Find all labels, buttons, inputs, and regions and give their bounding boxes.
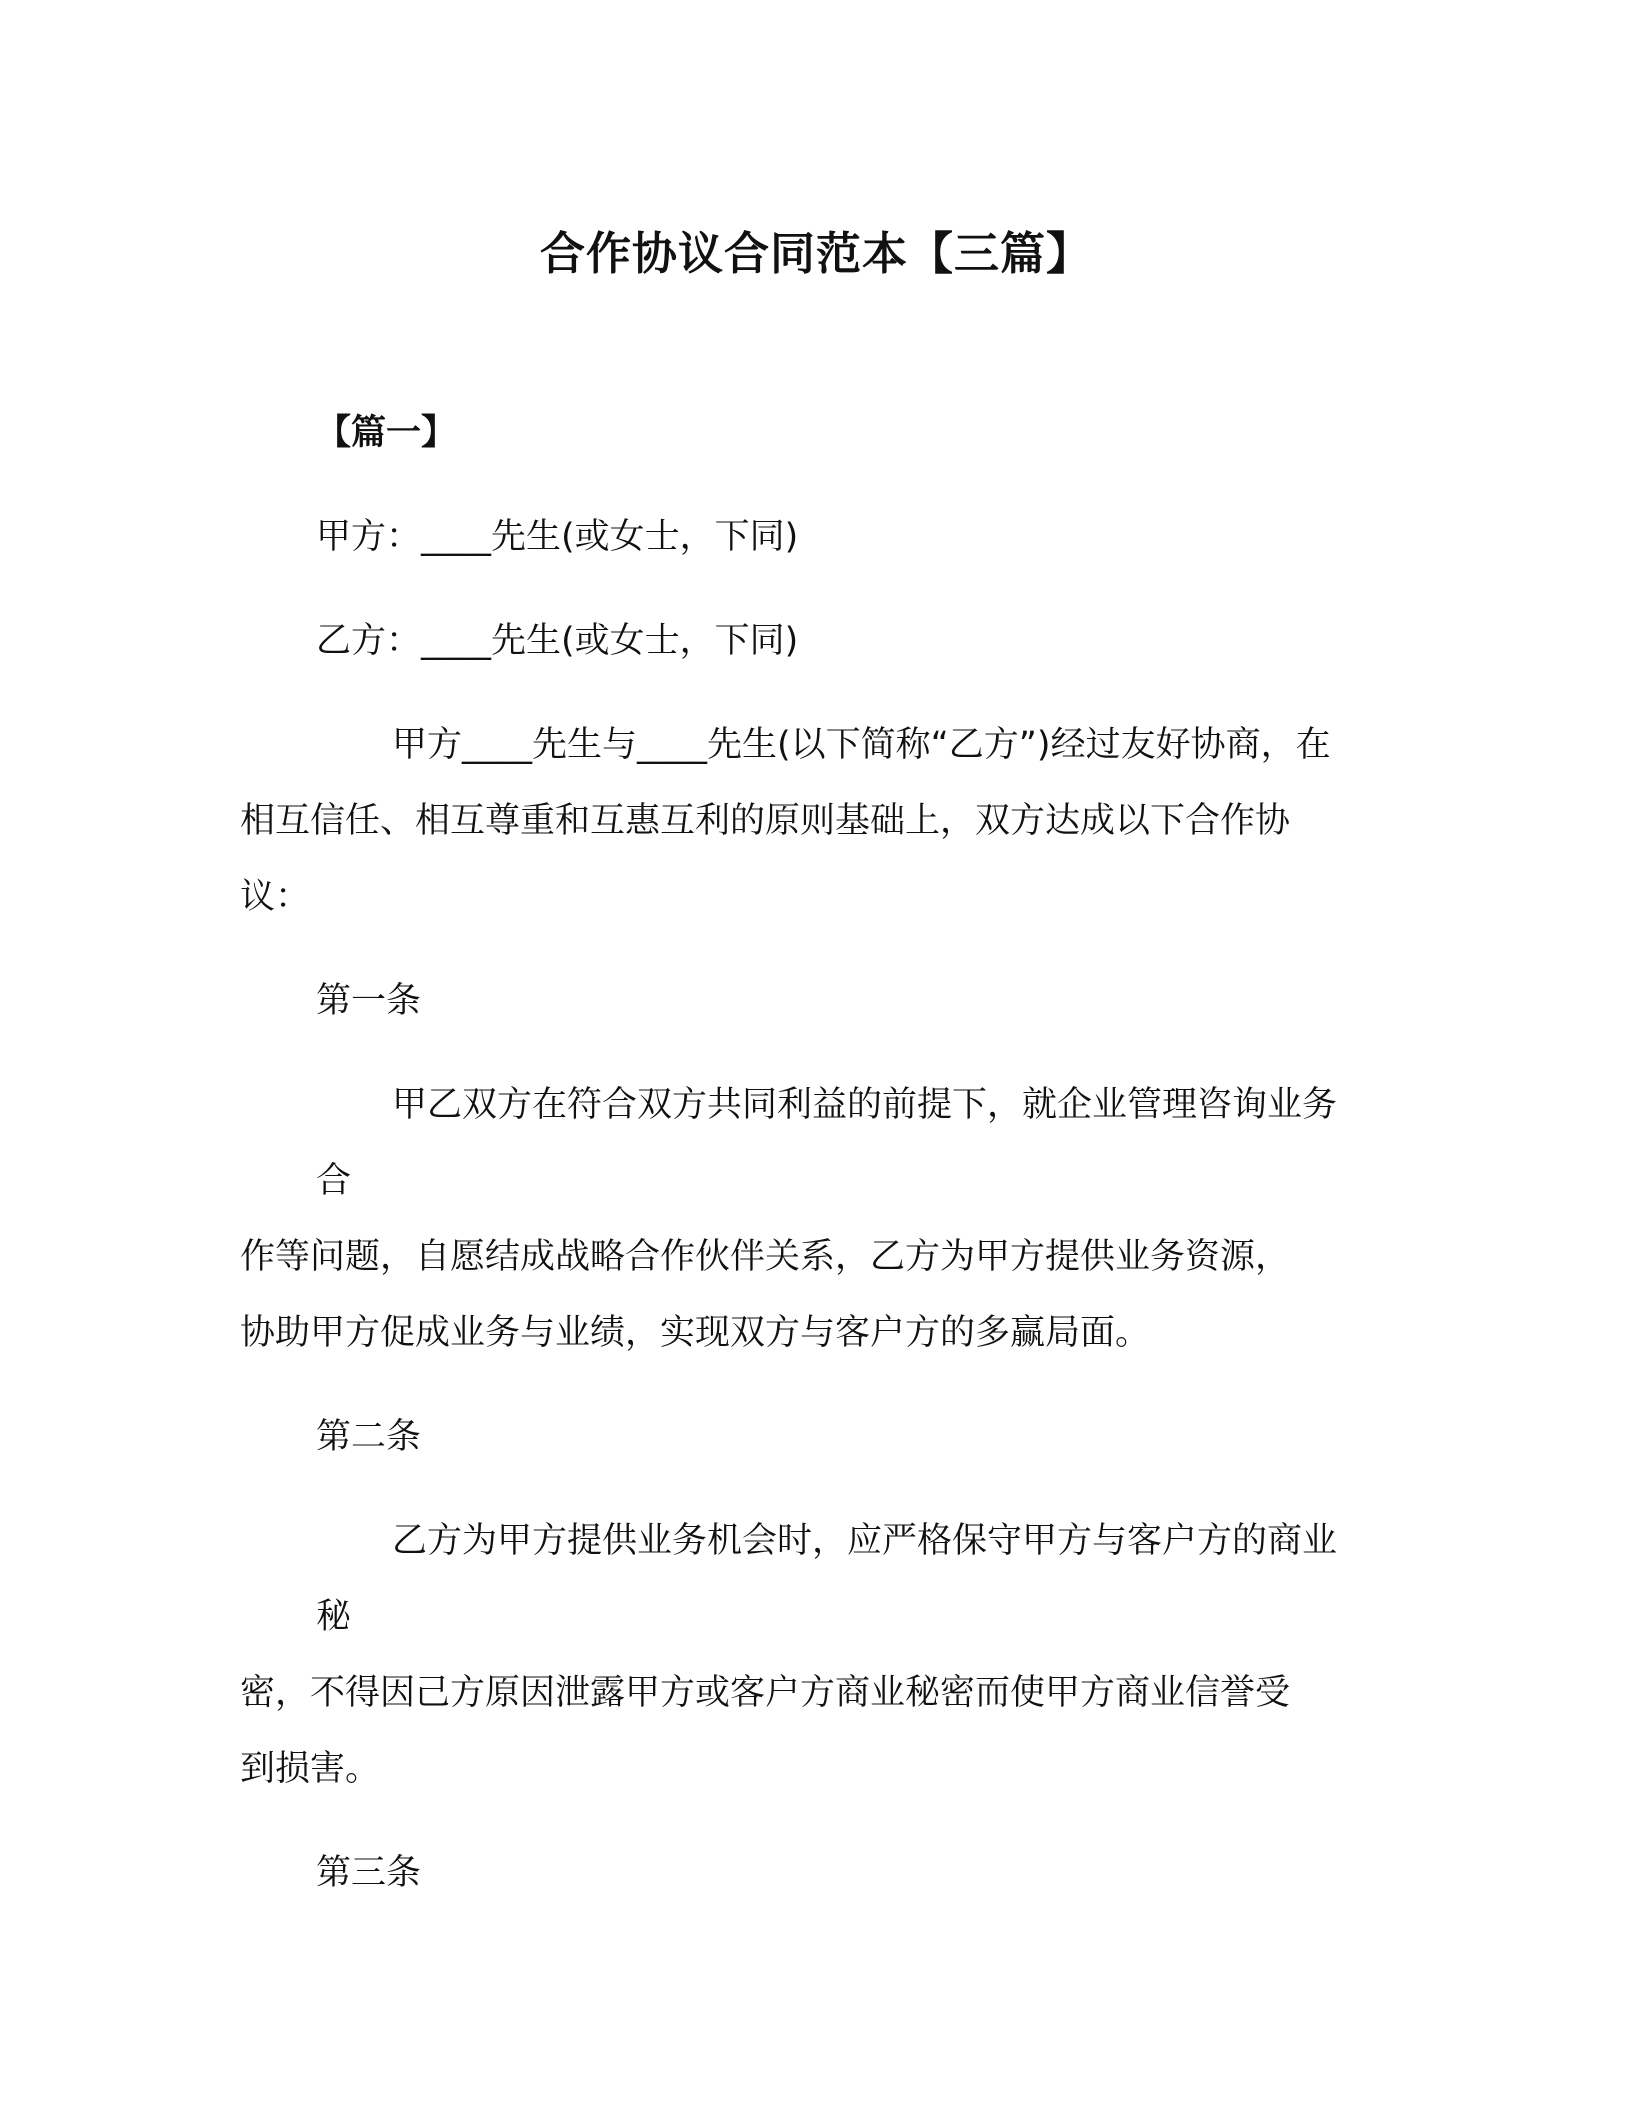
intro-line-3: 议： (240, 877, 311, 917)
article-3-heading (240, 1835, 1360, 1911)
article-2-paragraph (240, 1503, 1360, 1807)
article-1-heading (240, 963, 1360, 1039)
article-1-line-1: 甲乙双方在符合双方共同利益的前提下，就企业管理咨询业务合 (316, 1085, 1338, 1201)
party-a-text: 甲方：____先生(或女士，下同) (316, 517, 799, 557)
intro-paragraph (240, 707, 1360, 935)
party-b-text: 乙方：____先生(或女士，下同) (316, 621, 799, 661)
article-2-line-2: 密，不得因己方原因泄露甲方或客户方商业秘密而使甲方商业信誉受 (240, 1673, 1291, 1713)
article-3-heading-text: 第三条 (316, 1853, 422, 1893)
document-title: 合作协议合同范本【三篇】 (539, 227, 1092, 280)
party-a-line (240, 499, 1360, 575)
party-b-line (240, 603, 1360, 679)
article-2-heading (240, 1399, 1360, 1475)
article-1-paragraph (240, 1067, 1360, 1371)
article-2-line-1: 乙方为甲方提供业务机会时，应严格保守甲方与客户方的商业秘 (316, 1521, 1338, 1637)
section-heading (240, 395, 1360, 471)
article-2-line-3: 到损害。 (240, 1749, 381, 1789)
article-1-heading-text: 第一条 (316, 981, 422, 1021)
section-label: 【篇一】 (316, 413, 457, 453)
intro-line-2: 相互信任、相互尊重和互惠互利的原则基础上，双方达成以下合作协 (240, 801, 1291, 841)
article-1-line-3: 协助甲方促成业务与业绩，实现双方与客户方的多赢局面。 (240, 1313, 1151, 1353)
document-content (240, 395, 1360, 1939)
intro-line-1: 甲方____先生与____先生(以下简称“乙方”)经过友好协商，在 (392, 725, 1331, 765)
article-2-heading-text: 第二条 (316, 1417, 422, 1457)
article-1-line-2: 作等问题，自愿结成战略合作伙伴关系，乙方为甲方提供业务资源， (240, 1237, 1291, 1277)
